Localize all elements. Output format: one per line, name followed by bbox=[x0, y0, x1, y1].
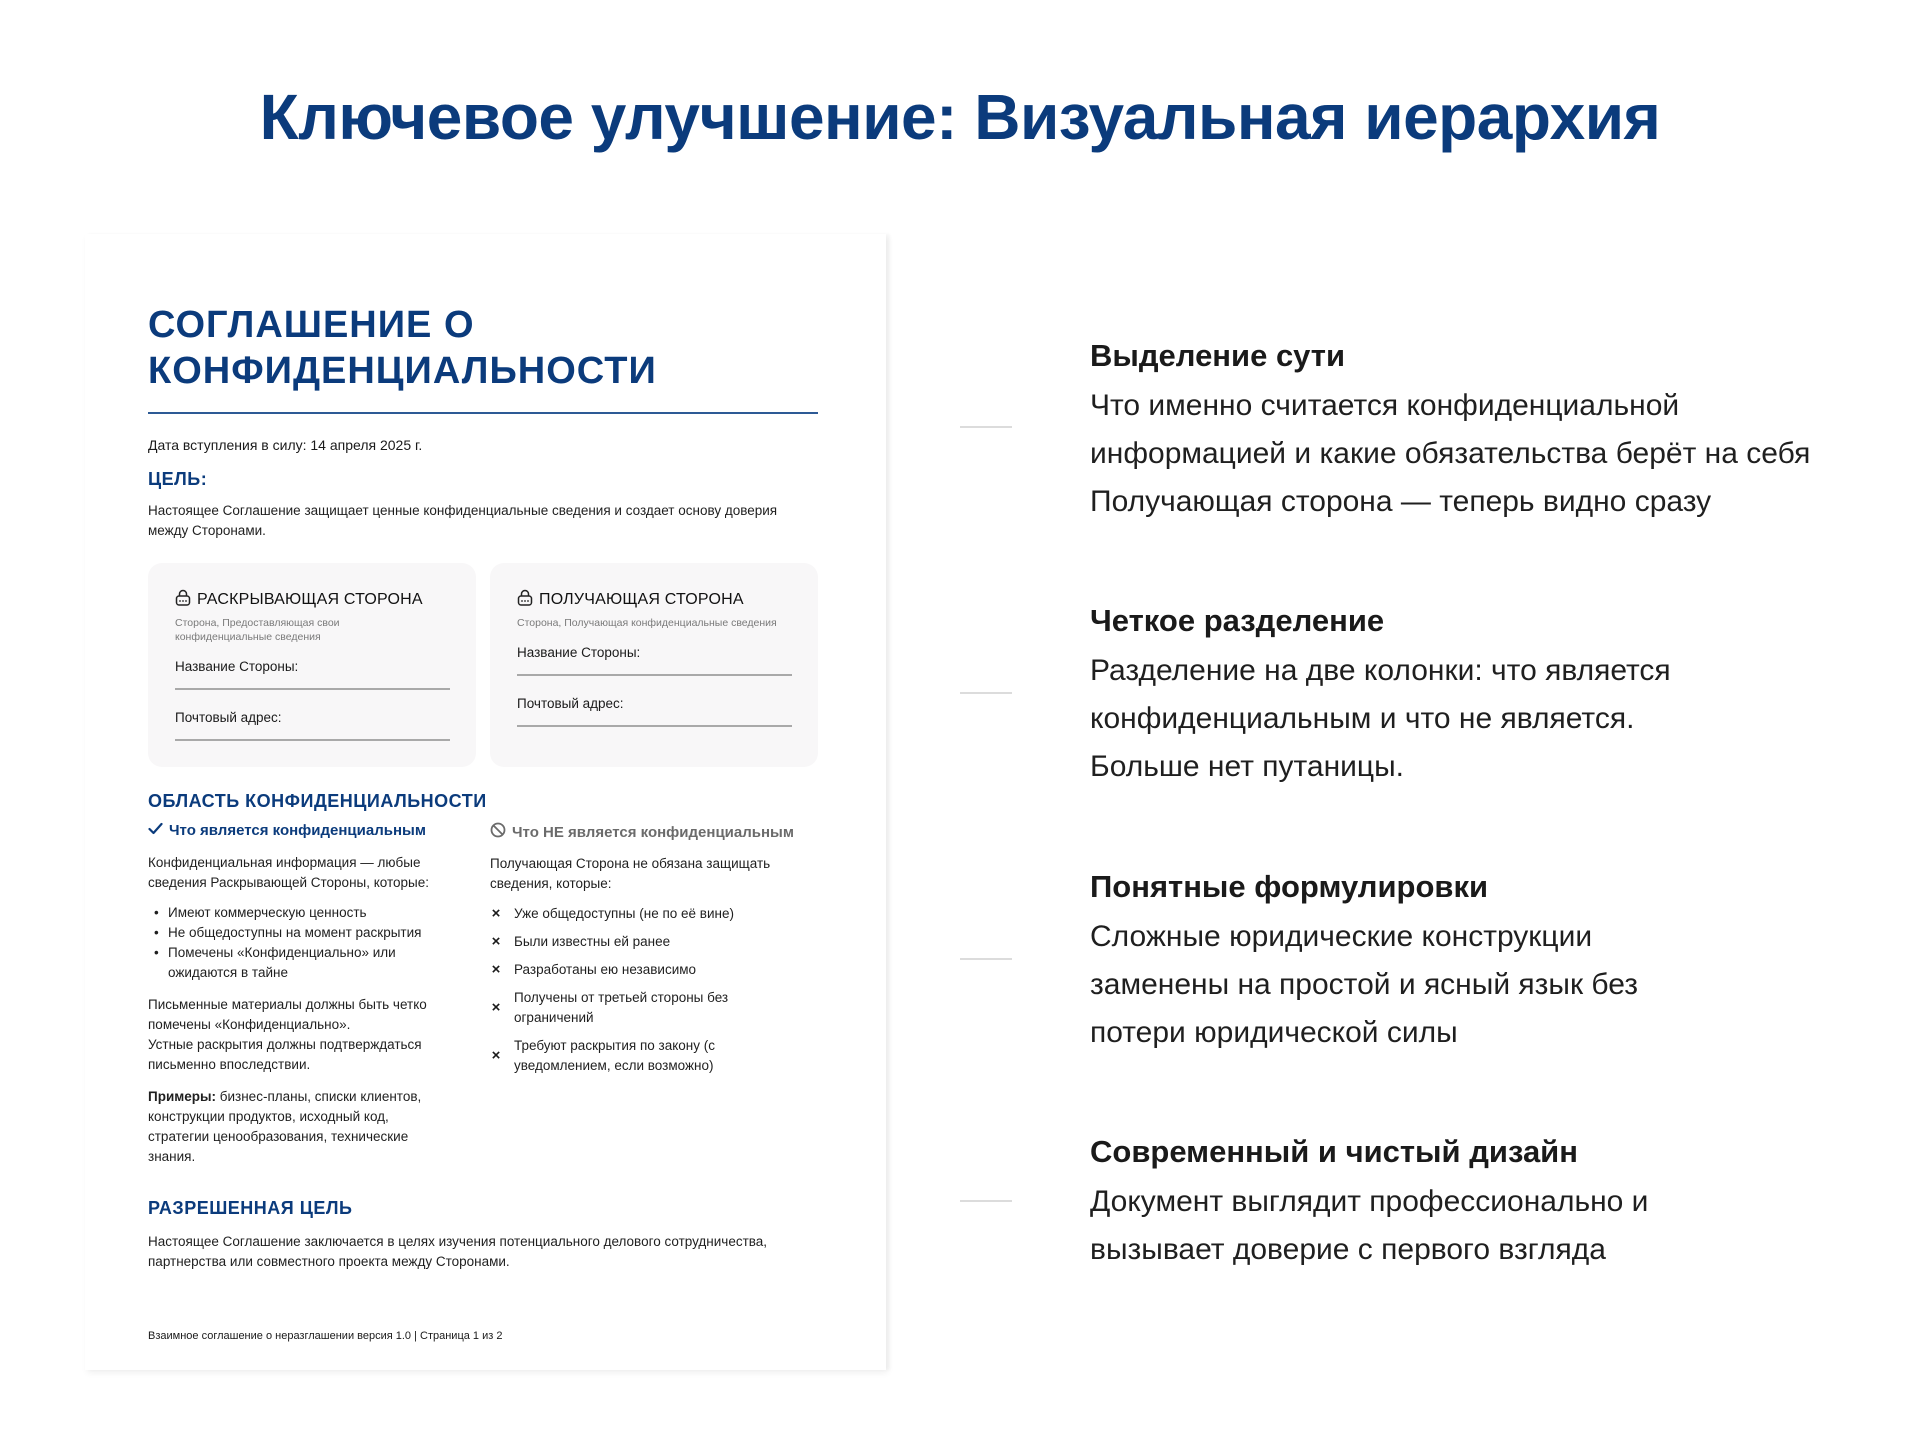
receiving-party-heading bbox=[517, 589, 792, 611]
postal-address-field[interactable] bbox=[517, 696, 792, 727]
party-title: ПОЛУЧАЮЩАЯ СТОРОНА bbox=[539, 591, 744, 608]
list-item bbox=[490, 1036, 820, 1076]
field-label: Название Стороны: bbox=[175, 659, 299, 674]
not-confidential-heading-text: Что НЕ является конфиденциальным bbox=[512, 823, 794, 841]
document-title-line-1: СОГЛАШЕНИЕ О bbox=[148, 304, 475, 346]
marking-written: Письменные материалы должны быть четко помечены «Конфиденциально». bbox=[148, 997, 427, 1032]
list-item-text: Уже общедоступны (не по её вине) bbox=[514, 906, 734, 921]
not-confidential-intro: Получающая Сторона не обязана защищать сведения, которые: bbox=[490, 856, 771, 891]
effective-date: Дата вступления в силу: 14 апреля 2025 г. bbox=[148, 437, 423, 453]
field-label: Почтовый адрес: bbox=[175, 710, 282, 725]
field-label: Почтовый адрес: bbox=[517, 696, 624, 711]
list-item bbox=[490, 960, 820, 980]
benefit-title: Современный и чистый дизайн bbox=[1090, 1134, 1578, 1169]
ban-icon bbox=[490, 822, 506, 842]
document-title bbox=[148, 302, 818, 394]
lock-icon bbox=[175, 589, 191, 611]
benefit-item bbox=[1090, 601, 1890, 791]
connector-line bbox=[960, 426, 1012, 428]
permitted-purpose-text: Настоящее Соглашение заключается в целях изучения потенциального делового сотрудничества, партнерства или совместного проекта между Сторонами. bbox=[148, 1234, 768, 1269]
list-item-text: Разработаны ею независимо bbox=[514, 962, 697, 977]
benefit-title: Выделение сути bbox=[1090, 338, 1346, 373]
confidential-column bbox=[148, 822, 448, 1167]
benefit-text: Документ выглядит профессионально и вызывает доверие с первого взгляда bbox=[1090, 1185, 1649, 1266]
field-underline[interactable] bbox=[517, 674, 792, 676]
benefit-title: Четкое разделение bbox=[1090, 603, 1385, 638]
disclosing-party-card bbox=[148, 563, 476, 767]
purpose-heading: ЦЕЛЬ: bbox=[148, 469, 208, 489]
list-item-text: Получены от третьей стороны без ограничений bbox=[514, 990, 729, 1025]
benefit-text: Сложные юридические конструкции заменены на простой и ясный язык без потери юридической силы bbox=[1090, 920, 1639, 1049]
x-icon: × bbox=[491, 933, 501, 950]
scope-heading: ОБЛАСТЬ КОНФИДЕНЦИАЛЬНОСТИ bbox=[148, 791, 487, 811]
list-item bbox=[490, 988, 820, 1028]
list-item: • Помечены «Конфиденциально» или ожидаются в тайне bbox=[148, 943, 448, 983]
examples bbox=[148, 1087, 448, 1167]
benefit-text: Разделение на две колонки: что является конфиденциальным и что не является. Больше нет путаницы. bbox=[1090, 654, 1671, 783]
check-icon bbox=[148, 822, 163, 839]
x-icon: × bbox=[491, 1047, 501, 1064]
benefit-item bbox=[1090, 1132, 1890, 1274]
benefit-item bbox=[1090, 867, 1890, 1057]
list-item bbox=[490, 932, 820, 952]
confidential-intro: Конфиденциальная информация — любые сведения Раскрывающей Стороны, которые: bbox=[148, 855, 430, 890]
party-name-field[interactable] bbox=[517, 645, 792, 676]
benefit-title: Понятные формулировки bbox=[1090, 869, 1489, 904]
x-icon: × bbox=[491, 961, 501, 978]
field-underline[interactable] bbox=[175, 739, 450, 741]
party-subtitle: Сторона, Предоставляющая свои конфиденциальные сведения bbox=[175, 617, 340, 643]
field-underline[interactable] bbox=[175, 688, 450, 690]
lock-icon bbox=[517, 589, 533, 611]
x-icon: × bbox=[491, 999, 501, 1016]
not-confidential-column bbox=[490, 822, 820, 1084]
confidential-criteria-list bbox=[148, 903, 448, 983]
party-subtitle: Сторона, Получающая конфиденциальные сведения bbox=[517, 617, 777, 629]
confidential-heading bbox=[148, 822, 448, 839]
title-divider bbox=[148, 412, 818, 414]
benefit-text: Что именно считается конфиденциальной информацией и какие обязательства берёт на себя Получающая сторона — теперь видно сразу bbox=[1090, 389, 1811, 518]
party-title: РАСКРЫВАЮЩАЯ СТОРОНА bbox=[197, 591, 423, 608]
list-item-text: Требуют раскрытия по закону (с уведомлением, если возможно) bbox=[514, 1038, 716, 1073]
examples-text: бизнес-планы, списки клиентов, конструкции продуктов, исходный код, стратегии ценообразования, технические знания. bbox=[148, 1089, 422, 1164]
marking-oral: Устные раскрытия должны подтверждаться письменно впоследствии. bbox=[148, 1037, 422, 1072]
slide-title: Ключевое улучшение: Визуальная иерархия bbox=[259, 81, 1661, 153]
list-item: • Имеют коммерческую ценность bbox=[148, 903, 448, 923]
connector-line bbox=[960, 692, 1012, 694]
x-icon: × bbox=[491, 905, 501, 922]
list-item bbox=[490, 904, 820, 924]
party-name-field[interactable] bbox=[175, 659, 450, 690]
field-underline[interactable] bbox=[517, 725, 792, 727]
not-confidential-heading bbox=[490, 822, 820, 842]
list-item: • Не общедоступны на момент раскрытия bbox=[148, 923, 448, 943]
purpose-text: Настоящее Соглашение защищает ценные конфиденциальные сведения и создает основу доверия между Сторонами. bbox=[148, 503, 778, 538]
connector-line bbox=[960, 958, 1012, 960]
disclosing-party-heading bbox=[175, 589, 450, 611]
examples-label: Примеры: bbox=[148, 1089, 217, 1104]
confidential-heading-text: Что является конфиденциальным bbox=[169, 822, 426, 839]
permitted-purpose-heading: РАЗРЕШЕННАЯ ЦЕЛЬ bbox=[148, 1198, 353, 1218]
list-item-text: Были известны ей ранее bbox=[514, 934, 671, 949]
benefit-item bbox=[1090, 336, 1890, 526]
field-label: Название Стороны: bbox=[517, 645, 641, 660]
document-title-line-2: КОНФИДЕНЦИАЛЬНОСТИ bbox=[148, 350, 657, 392]
postal-address-field[interactable] bbox=[175, 710, 450, 741]
receiving-party-card bbox=[490, 563, 818, 767]
page-footer: Взаимное соглашение о неразглашении версия 1.0 | Страница 1 из 2 bbox=[148, 1330, 503, 1342]
connector-line bbox=[960, 1200, 1012, 1202]
exclusions-list bbox=[490, 904, 820, 1076]
document-page bbox=[85, 234, 886, 1370]
